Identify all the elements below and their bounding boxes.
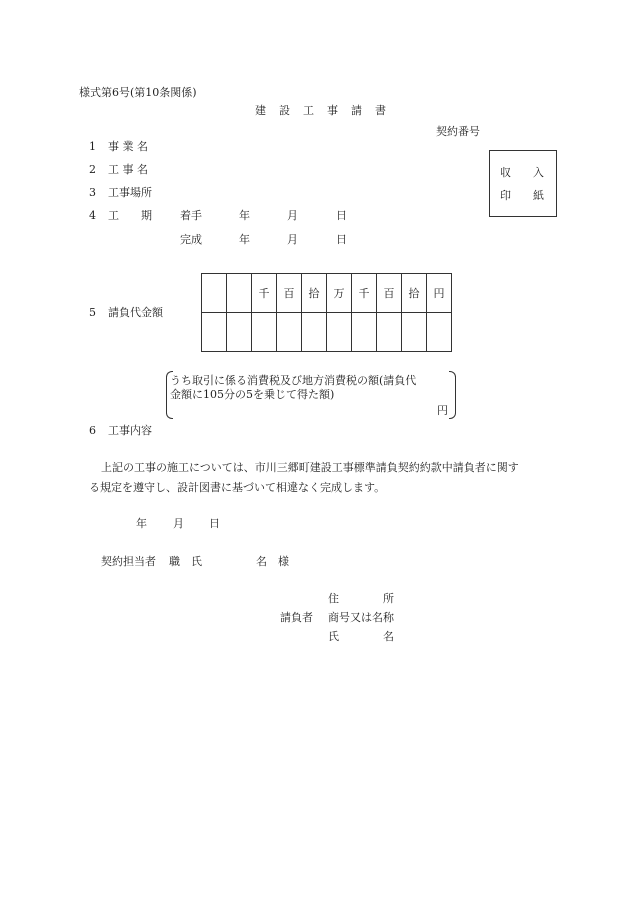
amount-header-cell: 万 — [327, 274, 352, 313]
amount-header-cell: 円 — [427, 274, 452, 313]
item-6-number: 6 — [89, 424, 96, 437]
amount-header-cell — [227, 274, 252, 313]
amount-value-cell[interactable] — [202, 313, 227, 352]
contract-officer-label: 契約担当者 — [101, 555, 156, 568]
item-6-label: 工事内容 — [108, 424, 152, 437]
tax-note-line1: うち取引に係る消費税及び地方消費税の額(請負代 — [170, 374, 417, 387]
date-day: 日 — [209, 517, 220, 530]
amount-header-cell: 百 — [277, 274, 302, 313]
document-title: 建 設 工 事 請 書 — [255, 104, 387, 117]
start-year: 年 — [239, 209, 250, 222]
start-label: 着手 — [180, 209, 202, 222]
tax-note-yen-unit: 円 — [437, 404, 448, 417]
officer-name-suffix: 名 様 — [256, 555, 289, 568]
date-month: 月 — [173, 517, 184, 530]
end-day: 日 — [336, 233, 347, 246]
amount-header-row — [202, 274, 452, 313]
stamp-label-line1: 収 入 — [500, 166, 544, 179]
start-day: 日 — [336, 209, 347, 222]
tax-note-line2: 金額に105分の5を乗じて得た額) — [170, 388, 335, 401]
contractor-company-label: 商号又は名称 — [328, 611, 394, 624]
amount-value-cell[interactable] — [227, 313, 252, 352]
stamp-label-line2: 印 紙 — [500, 189, 544, 202]
item-4-label: 工 期 — [108, 209, 152, 222]
amount-value-cell[interactable] — [277, 313, 302, 352]
amount-value-cell[interactable] — [352, 313, 377, 352]
contract-number-label: 契約番号 — [436, 125, 480, 138]
contractor-label: 請負者 — [280, 611, 313, 624]
amount-header-cell: 拾 — [302, 274, 327, 313]
amount-value-cell[interactable] — [302, 313, 327, 352]
body-text-line1: 上記の工事の施工については、市川三郷町建設工事標準請負契約約款中請負者に関す — [101, 461, 519, 474]
form-number: 様式第6号(第10条関係) — [79, 86, 197, 99]
item-1-number: 1 — [89, 140, 96, 153]
amount-value-row — [202, 313, 452, 352]
item-5-number: 5 — [89, 306, 96, 319]
amount-value-cell[interactable] — [377, 313, 402, 352]
contractor-name-label: 氏 名 — [328, 630, 394, 643]
item-5-label: 請負代金額 — [108, 306, 163, 319]
amount-table — [201, 273, 452, 352]
tax-note-bracket-right — [449, 371, 456, 419]
amount-value-cell[interactable] — [402, 313, 427, 352]
amount-header-cell: 拾 — [402, 274, 427, 313]
end-year: 年 — [239, 233, 250, 246]
amount-header-cell: 百 — [377, 274, 402, 313]
item-3-label: 工事場所 — [108, 186, 152, 199]
contractor-address-label: 住 所 — [328, 592, 394, 605]
amount-header-cell: 千 — [252, 274, 277, 313]
revenue-stamp-box — [489, 150, 557, 217]
date-year: 年 — [136, 517, 147, 530]
amount-header-cell — [202, 274, 227, 313]
amount-value-cell[interactable] — [252, 313, 277, 352]
item-2-label: 工 事 名 — [108, 163, 148, 176]
start-month: 月 — [287, 209, 298, 222]
item-3-number: 3 — [89, 186, 96, 199]
amount-header-cell: 千 — [352, 274, 377, 313]
body-text-line2: る規定を遵守し、設計図書に基づいて相違なく完成します。 — [89, 481, 386, 494]
item-4-number: 4 — [89, 209, 96, 222]
end-label: 完成 — [180, 233, 202, 246]
end-month: 月 — [287, 233, 298, 246]
officer-position: 職 氏 — [169, 555, 202, 568]
item-2-number: 2 — [89, 163, 96, 176]
amount-value-cell[interactable] — [327, 313, 352, 352]
item-1-label: 事 業 名 — [108, 140, 148, 153]
amount-value-cell[interactable] — [427, 313, 452, 352]
